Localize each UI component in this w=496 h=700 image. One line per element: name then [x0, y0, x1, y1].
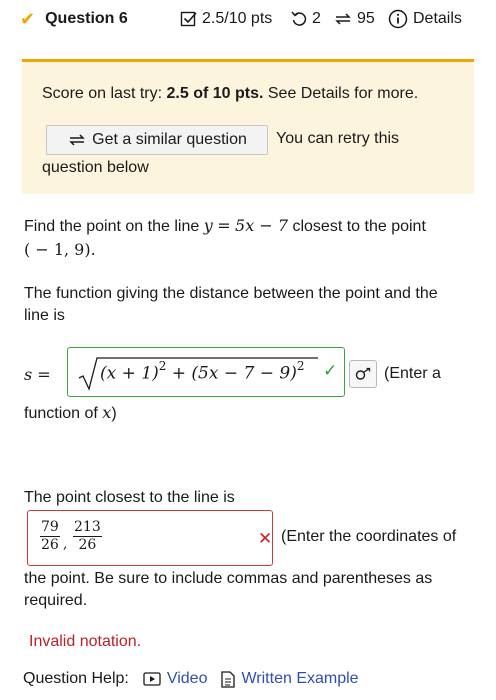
error-message: Invalid notation.	[29, 633, 142, 650]
score-display	[180, 8, 272, 30]
answer1-hint-a: (Enter a	[384, 365, 441, 382]
attempts-display	[333, 8, 375, 30]
tries-display	[290, 8, 321, 30]
equation-eq: =	[217, 216, 231, 235]
term-1: (x + 1)	[100, 363, 159, 384]
exponent-1: 2	[158, 359, 167, 373]
info-icon	[388, 9, 408, 29]
answer1-hint-var: x	[102, 403, 112, 422]
details-link[interactable]	[388, 8, 462, 30]
video-link[interactable]	[143, 670, 208, 688]
y-coordinate-fraction	[73, 519, 102, 554]
written-example-link[interactable]	[221, 670, 358, 688]
answer2-hint-c: required.	[24, 592, 88, 609]
y-numerator: 213	[74, 519, 101, 535]
radicand	[100, 361, 304, 384]
score-banner	[22, 59, 474, 194]
document-icon	[221, 671, 235, 688]
exponent-2: 2	[296, 359, 305, 373]
help-label: Question Help:	[23, 670, 129, 687]
question-text-b: closest to the point	[292, 218, 426, 235]
video-label: Video	[166, 670, 208, 687]
term-2: + (5x − 7 − 9)	[171, 363, 297, 384]
video-icon	[143, 672, 161, 686]
answer1-hint-b	[24, 403, 117, 423]
question-text-a: Find the point on the line	[24, 218, 200, 235]
question-line-2: The function giving the distance between the point and the	[24, 285, 438, 302]
preview-eye-icon	[354, 367, 372, 381]
retry-icon	[67, 131, 87, 149]
last-try-suffix: See Details for more.	[267, 85, 419, 102]
x-coordinate-fraction	[40, 519, 60, 554]
last-try-label: Score on last try:	[42, 85, 163, 102]
distance-label: s =	[24, 365, 51, 384]
x-denominator: 26	[41, 537, 59, 553]
retry-icon	[333, 10, 353, 28]
similar-question-label: Get a similar question	[92, 131, 247, 148]
attempts-count: 95	[357, 10, 375, 27]
question-help	[23, 670, 359, 688]
details-label: Details	[413, 10, 462, 27]
target-point: ( − 1, 9).	[24, 240, 96, 259]
answer2-hint-b: the point. Be sure to include commas and parentheses as	[24, 570, 433, 587]
check-icon: ✔	[20, 9, 36, 29]
retry-text-1: You can retry this	[276, 130, 400, 147]
checkbox-icon	[180, 10, 198, 28]
correct-check-icon: ✓	[323, 361, 338, 380]
question-title-group	[20, 8, 128, 30]
x-numerator: 79	[41, 519, 59, 535]
undo-icon	[290, 10, 308, 28]
score-text: 2.5/10 pts	[202, 10, 273, 27]
last-try-score: 2.5 of 10 pts.	[166, 85, 264, 102]
answer1-hint-close: )	[111, 405, 117, 422]
answer1-hint-text: function of	[24, 405, 98, 422]
question-title: Question 6	[45, 10, 128, 27]
closest-point-label: The point closest to the line is	[24, 489, 235, 506]
preview-button[interactable]	[349, 360, 377, 388]
question-line-1	[24, 216, 426, 236]
equation-lhs: y	[203, 216, 213, 235]
written-example-label: Written Example	[241, 670, 359, 687]
incorrect-x-icon: ✕	[258, 529, 273, 548]
distance-answer-field[interactable]	[67, 347, 345, 397]
similar-question-button[interactable]	[46, 125, 268, 155]
coordinate-comma: ,	[63, 536, 68, 552]
retry-text-2: question below	[42, 159, 149, 176]
question-header	[0, 0, 496, 40]
sqrt-expression	[78, 356, 320, 392]
last-try-summary	[42, 85, 418, 103]
question-line-3: line is	[24, 307, 65, 324]
answer2-hint-a: (Enter the coordinates of	[281, 528, 457, 545]
equation-rhs: 5x − 7	[235, 216, 289, 235]
closest-point-answer-field[interactable]	[27, 510, 273, 566]
y-denominator: 26	[78, 537, 97, 553]
tries-count: 2	[312, 10, 321, 27]
